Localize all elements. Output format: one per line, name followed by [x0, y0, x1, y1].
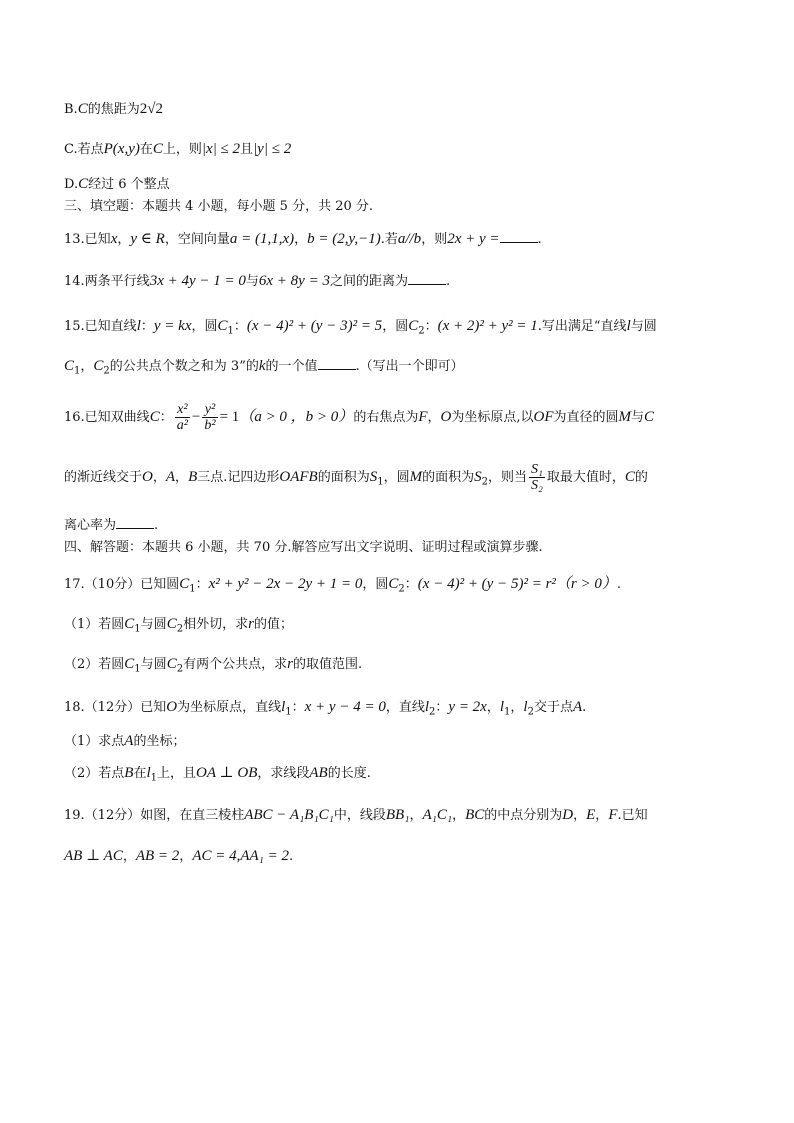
text: 的渐近线交于: [64, 470, 143, 485]
question-15-line-2: [64, 356, 464, 382]
numerator: x²: [175, 402, 190, 418]
math: 2√2: [139, 101, 163, 117]
math: (x − 4)² + (y − 5)² = r²: [417, 576, 556, 592]
math: l: [626, 318, 631, 334]
text: ，则当: [488, 470, 528, 485]
text: ，: [175, 470, 189, 485]
denominator: b²: [204, 418, 216, 433]
text: ：: [291, 700, 305, 715]
text: 16.已知双曲线: [64, 410, 150, 425]
math: y = 2x: [448, 699, 487, 715]
text: ，: [510, 700, 524, 715]
math: C: [388, 576, 399, 592]
text: .（写出一个即可）: [355, 359, 464, 374]
text: 与圆: [140, 657, 167, 672]
text: ，圆: [362, 577, 389, 592]
denominator: a²: [176, 418, 188, 433]
math: C: [166, 616, 177, 632]
text: 有两个公共点，求: [183, 657, 288, 672]
answer-blank[interactable]: [116, 516, 154, 529]
numerator: S₁: [531, 462, 543, 477]
text: 17.（10分）已知圆: [64, 577, 180, 592]
math: x² + y² − 2x − 2y + 1 = 0: [208, 576, 363, 592]
math: A₁C₁: [422, 807, 453, 823]
text: 的: [634, 470, 648, 485]
text: 的面积为: [422, 470, 475, 485]
text: ：: [404, 577, 418, 592]
text: 与: [631, 410, 645, 425]
text: 经过 6 个整点: [88, 177, 170, 192]
math: l: [424, 699, 430, 715]
math: 2x + y =: [447, 231, 500, 247]
text: .: [582, 700, 587, 715]
math: y ∈ R: [130, 231, 165, 247]
math: ABC − A₁B₁C₁: [244, 807, 334, 823]
option-label: B.: [64, 102, 78, 117]
text: 之间的距离为: [329, 274, 408, 289]
section-4-heading: 四、解答题：本题共 6 小题，共 70 分.解答应写出文字说明、证明过程或演算步骤.: [64, 540, 543, 555]
math: F: [608, 807, 618, 823]
text: 离心率为: [64, 518, 117, 533]
math: a = (1,1,x): [229, 231, 295, 247]
math: r: [287, 656, 293, 672]
question-15-line-1: [64, 316, 657, 342]
math: b = (2,y,−1): [307, 231, 381, 247]
fraction: [529, 462, 545, 493]
subscript: 1: [504, 706, 511, 718]
math: r: [248, 616, 254, 632]
math: l: [523, 699, 528, 715]
text: .: [154, 518, 159, 533]
text: ，: [573, 808, 587, 823]
question-17-part-2: [64, 654, 362, 680]
math: OAFB: [279, 469, 318, 485]
math: AC = 4,AA₁ = 2: [192, 848, 290, 864]
text: （2）若点: [64, 766, 125, 781]
math: （a > 0 ，b > 0）: [239, 409, 354, 425]
text: 与: [245, 274, 259, 289]
math: AB ⊥ AC: [64, 848, 123, 864]
math: l: [136, 318, 141, 334]
option-c: [64, 139, 291, 160]
text: 的坐标；: [133, 734, 186, 749]
text: .写出满足“直线: [537, 319, 627, 334]
math: M: [409, 469, 423, 485]
math: D: [562, 807, 574, 823]
math: B: [124, 765, 134, 781]
math: |y| ≤ 2: [253, 141, 292, 157]
text: ，: [80, 359, 94, 374]
math: AB = 2: [135, 848, 180, 864]
denominator: S₂: [531, 478, 543, 493]
text: 三点.记四边形: [197, 470, 280, 485]
text: 为直径的圆: [553, 410, 619, 425]
text: （1）若圆: [64, 617, 125, 632]
subscript: 1: [74, 365, 81, 377]
math: BC: [465, 807, 485, 823]
math: C: [624, 469, 635, 485]
text: ，: [427, 410, 441, 425]
math: C: [124, 616, 135, 632]
text: 的面积为: [317, 470, 370, 485]
question-18: [64, 697, 586, 723]
math: |x| ≤ 2: [201, 141, 241, 157]
math: a//b: [397, 231, 422, 247]
question-19-line-1: [64, 805, 648, 826]
math: C: [217, 318, 228, 334]
text: ，: [409, 808, 423, 823]
text: ，: [452, 808, 466, 823]
subscript: 1: [150, 772, 158, 784]
text: （2）若圆: [64, 657, 125, 672]
math: O: [142, 469, 153, 485]
text: ，: [486, 700, 500, 715]
math: O: [440, 409, 452, 425]
text: 的取值范围.: [292, 657, 363, 672]
math: C: [152, 141, 163, 157]
math: C: [149, 409, 160, 425]
question-17-part-1: [64, 614, 293, 640]
text: .: [537, 232, 542, 247]
math: x: [110, 231, 118, 247]
option-b: [64, 99, 163, 120]
math: C: [64, 358, 75, 374]
text: ，圆: [191, 319, 218, 334]
subscript: 2: [176, 663, 184, 675]
math: l: [499, 699, 505, 715]
section-3-heading: 三、填空题：本题共 4 小题，每小题 5 分，共 20 分.: [64, 199, 374, 214]
text: 上，则: [162, 142, 202, 157]
text: 在: [133, 766, 147, 781]
text: 与圆: [140, 617, 167, 632]
text: 且: [240, 142, 254, 157]
text: 中，线段: [333, 808, 386, 823]
subscript: 2: [527, 706, 534, 718]
text: ：: [140, 319, 154, 334]
numerator: y²: [202, 402, 217, 418]
text: 与圆: [630, 319, 657, 334]
math: C: [179, 576, 190, 592]
text: 上，且: [157, 766, 197, 781]
text: .: [445, 274, 451, 289]
text: （1）求点: [64, 734, 125, 749]
text: ：: [424, 319, 438, 334]
math: 6x + 8y = 3: [258, 273, 330, 289]
math: y = kx: [153, 318, 192, 334]
math: O: [166, 699, 178, 715]
subscript: 2: [418, 325, 425, 337]
math: C: [124, 656, 135, 672]
math: OA ⊥ OB: [196, 765, 258, 781]
text: ，: [179, 849, 193, 864]
text: 的一个值: [265, 359, 318, 374]
text: ，则: [421, 232, 448, 247]
text: 相外切，求: [183, 617, 249, 632]
text: 的右焦点为: [353, 410, 419, 425]
question-17: [64, 574, 621, 600]
math: A: [124, 733, 134, 749]
math: S: [369, 469, 378, 485]
math: C: [644, 409, 655, 425]
text: ，: [294, 232, 308, 247]
answer-blank[interactable]: [500, 230, 538, 243]
text: ，圆: [382, 319, 409, 334]
text: ，空间向量: [164, 232, 230, 247]
math: S: [474, 469, 482, 485]
text: ，: [152, 470, 166, 485]
math: k: [258, 358, 266, 374]
math: A: [572, 699, 583, 715]
text: 13.已知: [64, 232, 111, 247]
math: AB: [309, 765, 328, 781]
text: 取最大值时，: [546, 470, 625, 485]
math: −: [191, 409, 201, 425]
math: C: [408, 318, 419, 334]
text: ，: [122, 849, 136, 864]
math: （r > 0）: [555, 576, 617, 592]
math: A: [165, 469, 176, 485]
text: ，: [117, 232, 131, 247]
math: = 1: [219, 409, 240, 425]
question-16-line-2: [64, 460, 648, 500]
question-16-line-3: [64, 516, 158, 536]
text: .: [289, 849, 294, 864]
text: 18.（12分）已知: [64, 700, 167, 715]
text: ：: [233, 319, 247, 334]
math: x + y − 4 = 0: [304, 699, 386, 715]
math: C: [93, 358, 104, 374]
math: M: [618, 409, 632, 425]
text: ：: [159, 410, 173, 425]
fraction: [202, 402, 217, 433]
math: B: [188, 469, 198, 485]
subscript: 2: [481, 476, 488, 488]
subscript: 2: [176, 623, 184, 635]
question-18-part-2: [64, 763, 371, 789]
math: 3x + 4y − 1 = 0: [149, 273, 246, 289]
question-13: [64, 229, 542, 250]
text: 若点: [77, 142, 104, 157]
text: .: [616, 577, 622, 592]
math: C: [166, 656, 177, 672]
math: C: [78, 176, 89, 192]
answer-blank[interactable]: [318, 357, 356, 370]
subscript: 2: [398, 583, 405, 595]
text: 的长度.: [327, 766, 371, 781]
subscript: 1: [134, 623, 141, 635]
math: BB₁: [385, 807, 410, 823]
text: 19.（12分）如图，在直三棱柱: [64, 808, 245, 823]
text: 为坐标原点，直线: [177, 700, 282, 715]
subscript: 2: [429, 706, 436, 718]
math: l: [146, 765, 151, 781]
text: ：: [195, 577, 209, 592]
subscript: 1: [134, 663, 141, 675]
subscript: 1: [227, 325, 234, 337]
math: (x − 4)² + (y − 3)² = 5: [246, 318, 383, 334]
text: ，圆: [383, 470, 410, 485]
text: .已知: [617, 808, 648, 823]
subscript: 1: [377, 476, 384, 488]
text: ，: [595, 808, 609, 823]
text: .若: [380, 232, 398, 247]
math: F: [418, 409, 428, 425]
question-19-line-2: [64, 846, 293, 867]
text: 的公共点个数之和为 3”的: [109, 359, 259, 374]
text: 15.已知直线: [64, 319, 137, 334]
text: 在: [139, 142, 153, 157]
text: ：: [435, 700, 449, 715]
option-d: [64, 174, 170, 195]
question-14: [64, 271, 450, 292]
question-16-line-1: [64, 400, 654, 435]
text: 的焦距为: [87, 102, 140, 117]
math: (x + 2)² + y² = 1: [437, 318, 538, 334]
math: OF: [533, 409, 554, 425]
text: 14.两条平行线: [64, 274, 150, 289]
math: C: [77, 101, 88, 117]
text: 的值；: [253, 617, 293, 632]
subscript: 2: [103, 365, 110, 377]
answer-blank[interactable]: [408, 272, 446, 285]
question-18-part-1: [64, 731, 185, 752]
subscript: 1: [189, 583, 196, 595]
text: 的中点分别为: [484, 808, 563, 823]
text: 为坐标原点,以: [451, 410, 534, 425]
text: ，求线段: [257, 766, 310, 781]
option-label: C.: [64, 142, 78, 157]
math: P(x,y): [103, 141, 140, 157]
option-label: D.: [64, 177, 79, 192]
subscript: 1: [285, 706, 292, 718]
fraction: [175, 402, 190, 433]
math: E: [586, 807, 596, 823]
text: 交于点: [533, 700, 573, 715]
text: ，直线: [385, 700, 425, 715]
math: l: [281, 699, 286, 715]
